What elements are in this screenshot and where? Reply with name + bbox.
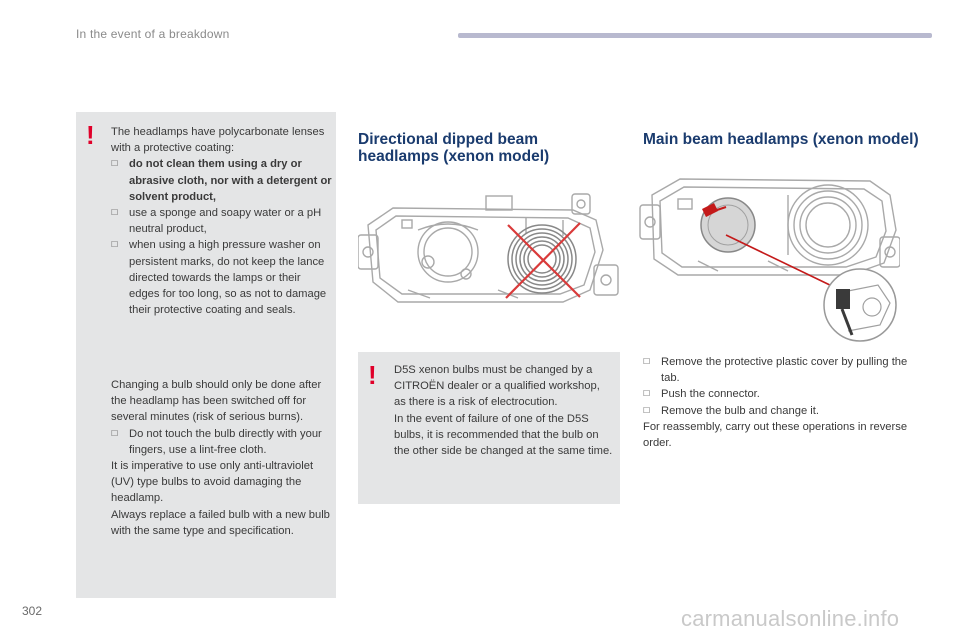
directional-heading: Directional dipped beam headlamps (xenon model)	[358, 131, 550, 165]
step-text: Remove the protective plastic cover by pulling the tab.	[661, 356, 908, 385]
header-bar	[458, 33, 932, 38]
main-beam-headlamp-illustration	[638, 175, 900, 345]
dipped-beam-headlamp-illustration	[358, 190, 620, 318]
main-beam-heading: Main beam headlamps (xenon model)	[643, 131, 919, 148]
care-bullet	[111, 156, 333, 205]
step-item	[643, 386, 913, 402]
warning-icon: !	[368, 360, 377, 390]
xenon-warning-text: In the event of failure of one of the D5S bulbs, it is recommended that the bulb on the other side be changed at the same time.	[394, 412, 613, 458]
care-bullet	[111, 237, 333, 318]
xenon-warning-block	[394, 362, 614, 459]
xenon-warning-text: D5S xenon bulbs must be changed by a CITROËN dealer or a qualified workshop, as there is a risk of electrocution.	[394, 364, 600, 409]
step-text: Push the connector.	[661, 388, 760, 401]
bulb-para: Always replace a failed bulb with a new bulb with the same type and specification.	[111, 508, 330, 537]
bulb-change-block	[111, 377, 333, 539]
reassembly-note: For reassembly, carry out these operations in reverse order.	[643, 420, 908, 450]
main-beam-steps-block	[643, 354, 913, 451]
care-bullet	[111, 205, 333, 237]
care-bullet-text: when using a high pressure washer on persistent marks, do not keep the lance directed towards the lamps or their edges for too long, so as not to damage their protective coating and seals.	[129, 239, 327, 317]
care-bullet-text: do not clean them using a dry or abrasive cloth, nor with a detergent or solvent product,	[129, 158, 332, 203]
bulb-bullet-text: Do not touch the bulb directly with your fingers, use a lint-free cloth.	[129, 427, 322, 456]
bulb-para: It is imperative to use only anti-ultraviolet (UV) type bulbs to avoid damaging the headlamp.	[111, 460, 314, 505]
step-item	[643, 403, 913, 419]
care-intro: The headlamps have polycarbonate lenses with a protective coating:	[111, 126, 325, 155]
watermark: carmanualsonline.info	[681, 606, 900, 631]
care-bullet-text: use a sponge and soapy water or a pH neutral product,	[129, 207, 322, 236]
warning-icon: !	[86, 120, 95, 150]
bulb-bullet	[111, 426, 333, 458]
step-item	[643, 354, 913, 386]
step-text: Remove the bulb and change it.	[661, 404, 819, 417]
section-title: In the event of a breakdown	[76, 27, 230, 41]
headlamp-care-block	[111, 124, 333, 318]
bulb-para: Changing a bulb should only be done after the headlamp has been switched off for several minutes (risk of serious burns).	[111, 379, 322, 424]
page-number: 302	[22, 604, 43, 618]
